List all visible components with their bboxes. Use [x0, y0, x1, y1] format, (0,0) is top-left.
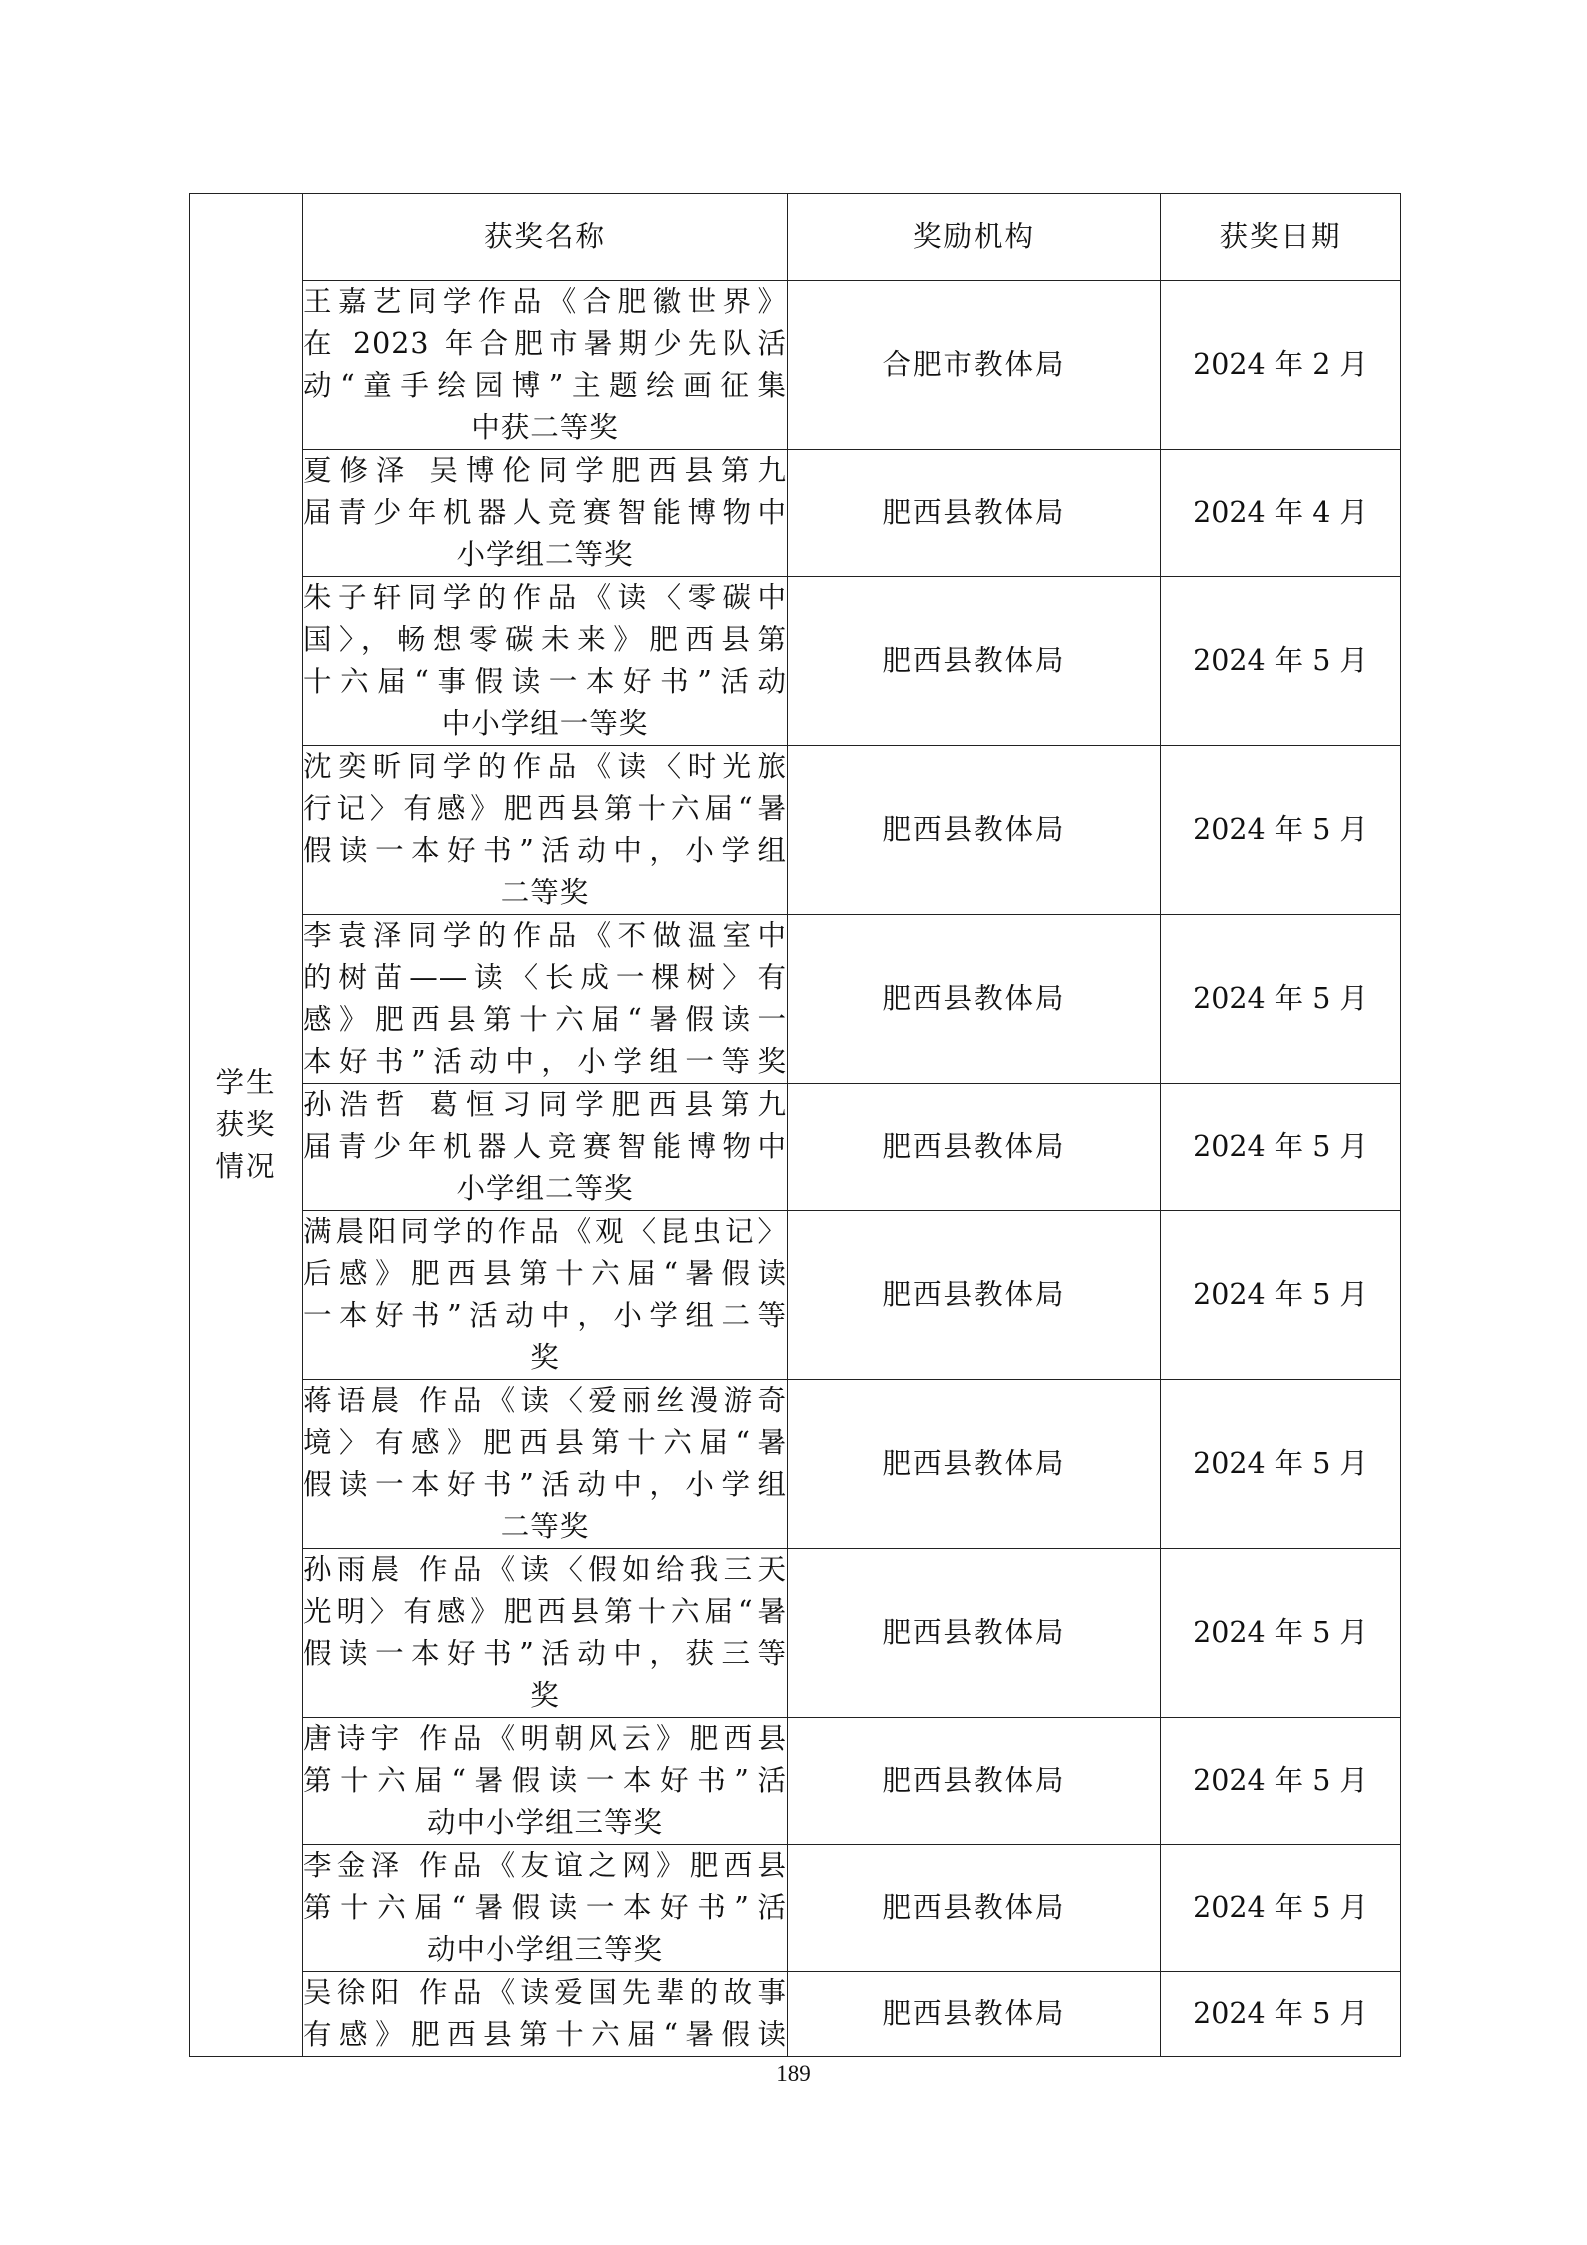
award-name-cell: [303, 915, 788, 1084]
award-org-cell: 肥西县教体局: [788, 450, 1161, 577]
award-org-cell: 合肥市教体局: [788, 281, 1161, 450]
award-name-line: 一本好书”活动中，小学组二等: [303, 1299, 787, 1332]
award-name-cell: [303, 1972, 788, 2057]
award-date-cell: 2024 年 2 月: [1161, 281, 1401, 450]
award-name-line: 本好书”活动中，小学组一等奖: [303, 1045, 787, 1078]
award-name-line: 沈奕昕同学的作品《读〈时光旅: [303, 750, 787, 783]
award-name-line: 奖: [530, 1341, 560, 1374]
table-row: [190, 1380, 1401, 1549]
award-name-cell: [303, 1380, 788, 1549]
award-name-line: 动中小学组三等奖: [426, 1806, 663, 1839]
award-name-line: 在 2023 年合肥市暑期少先队活: [303, 327, 787, 360]
award-name-line: 第十六届“暑假读一本好书”活: [303, 1764, 787, 1797]
award-date-cell: 2024 年 5 月: [1161, 746, 1401, 915]
award-name-line: 中小学组一等奖: [441, 707, 649, 740]
table-row: [190, 1718, 1401, 1845]
award-name-cell: [303, 450, 788, 577]
award-name-line: 夏修泽 吴博伦同学肥西县第九: [303, 454, 787, 487]
award-org-cell: 肥西县教体局: [788, 1972, 1161, 2057]
award-name-line: 境〉有感》肥西县第十六届“暑: [303, 1426, 787, 1459]
award-name-line: 假读一本好书”活动中，小学组: [303, 1468, 787, 1501]
table-row: [190, 577, 1401, 746]
award-name-cell: [303, 746, 788, 915]
award-name-cell: [303, 1549, 788, 1718]
header-name: 获奖名称: [303, 194, 788, 281]
table-row: [190, 1084, 1401, 1211]
award-date-cell: 2024 年 5 月: [1161, 1972, 1401, 2057]
award-name-cell: [303, 1084, 788, 1211]
header-row: [190, 194, 1401, 281]
award-org-cell: 肥西县教体局: [788, 1380, 1161, 1549]
award-name-line: 李金泽 作品《友谊之网》肥西县: [303, 1849, 787, 1882]
award-name-line: 假读一本好书”活动中，小学组: [303, 834, 787, 867]
award-org-cell: 肥西县教体局: [788, 577, 1161, 746]
award-name-line: 李袁泽同学的作品《不做温室中: [303, 919, 787, 952]
award-org-cell: 肥西县教体局: [788, 915, 1161, 1084]
award-date-cell: 2024 年 5 月: [1161, 1549, 1401, 1718]
award-name-line: 届青少年机器人竞赛智能博物中: [303, 1130, 787, 1163]
award-org-cell: 肥西县教体局: [788, 1084, 1161, 1211]
award-name-line: 满晨阳同学的作品《观〈昆虫记〉: [303, 1215, 787, 1248]
table-row: [190, 450, 1401, 577]
award-org-cell: 肥西县教体局: [788, 1211, 1161, 1380]
award-name-line: 小学组二等奖: [456, 1172, 634, 1205]
award-org-cell: 肥西县教体局: [788, 746, 1161, 915]
table-row: [190, 1211, 1401, 1380]
award-date-cell: 2024 年 5 月: [1161, 1380, 1401, 1549]
table-row: [190, 746, 1401, 915]
award-name-cell: [303, 281, 788, 450]
award-date-cell: 2024 年 4 月: [1161, 450, 1401, 577]
award-name-line: 孙雨晨 作品《读〈假如给我三天: [303, 1553, 787, 1586]
award-name-line: 国〉，畅想零碳未来》肥西县第: [303, 623, 787, 656]
award-name-line: 届青少年机器人竞赛智能博物中: [303, 496, 787, 529]
table-row: [190, 281, 1401, 450]
header-org: 奖励机构: [788, 194, 1161, 281]
award-name-line: 二等奖: [500, 876, 590, 909]
award-date-cell: 2024 年 5 月: [1161, 915, 1401, 1084]
award-name-line: 蒋语晨 作品《读〈爱丽丝漫游奇: [303, 1384, 787, 1417]
award-name-line: 动“童手绘园博”主题绘画征集: [303, 369, 787, 402]
awards-table: [189, 193, 1401, 2057]
section-label: [190, 194, 303, 2057]
award-name-line: 有感》肥西县第十六届“暑假读: [303, 2018, 787, 2051]
award-name-line: 唐诗宇 作品《明朝风云》肥西县: [303, 1722, 787, 1755]
award-name-line: 小学组二等奖: [456, 538, 634, 571]
table-row: [190, 1845, 1401, 1972]
award-name-line: 二等奖: [500, 1510, 590, 1543]
award-date-cell: 2024 年 5 月: [1161, 1845, 1401, 1972]
award-name-line: 光明〉有感》肥西县第十六届“暑: [303, 1595, 787, 1628]
award-name-line: 吴徐阳 作品《读爱国先辈的故事: [303, 1976, 787, 2009]
page-number: 189: [776, 2061, 811, 2086]
award-date-cell: 2024 年 5 月: [1161, 1084, 1401, 1211]
award-date-cell: 2024 年 5 月: [1161, 577, 1401, 746]
award-name-line: 中获二等奖: [471, 411, 619, 444]
award-org-cell: 肥西县教体局: [788, 1718, 1161, 1845]
award-name-line: 朱子轩同学的作品《读〈零碳中: [303, 581, 787, 614]
award-name-cell: [303, 577, 788, 746]
table-row: [190, 1972, 1401, 2057]
award-name-line: 第十六届“暑假读一本好书”活: [303, 1891, 787, 1924]
award-date-cell: 2024 年 5 月: [1161, 1718, 1401, 1845]
award-name-cell: [303, 1845, 788, 1972]
award-org-cell: 肥西县教体局: [788, 1845, 1161, 1972]
award-name-line: 动中小学组三等奖: [426, 1933, 663, 1966]
table-row: [190, 915, 1401, 1084]
awards-table-body: [190, 194, 1401, 2057]
award-org-cell: 肥西县教体局: [788, 1549, 1161, 1718]
header-date: 获奖日期: [1161, 194, 1401, 281]
award-name-line: 后感》肥西县第十六届“暑假读: [303, 1257, 787, 1290]
award-name-line: 假读一本好书”活动中，获三等: [303, 1637, 787, 1670]
award-name-line: 奖: [530, 1679, 560, 1712]
award-name-line: 行记〉有感》肥西县第十六届“暑: [303, 792, 787, 825]
award-name-line: 感》肥西县第十六届“暑假读一: [303, 1003, 787, 1036]
award-name-line: 十六届“事假读一本好书”活动: [303, 665, 787, 698]
section-label-text: 学生 获奖 情况: [215, 1066, 277, 1183]
award-name-line: 孙浩哲 葛恒习同学肥西县第九: [303, 1088, 787, 1121]
award-name-line: 的树苗——读〈长成一棵树〉有: [303, 961, 787, 994]
award-name-cell: [303, 1211, 788, 1380]
award-name-line: 王嘉艺同学作品《合肥徽世界》: [303, 285, 787, 318]
table-row: [190, 1549, 1401, 1718]
award-date-cell: 2024 年 5 月: [1161, 1211, 1401, 1380]
award-name-cell: [303, 1718, 788, 1845]
